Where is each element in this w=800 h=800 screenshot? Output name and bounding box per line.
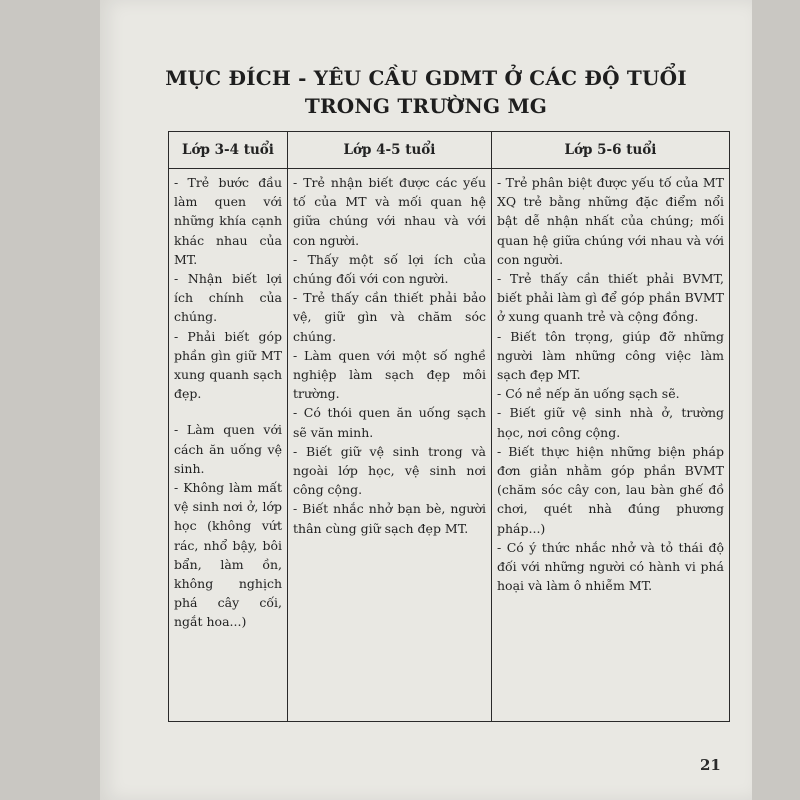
list-item: - Trẻ nhận biết được các yếu tố của MT và mối quan hệ giữa chúng với nhau và với con người.	[293, 175, 486, 248]
title-line-2: TRONG TRƯỜNG MG	[304, 94, 548, 118]
cell-age-5-6	[492, 169, 730, 722]
list-item: - Biết giữ vệ sinh trong và ngoài lớp học, vệ sinh nơi công cộng.	[293, 443, 486, 498]
header-age-4-5: Lớp 4-5 tuổi	[288, 132, 492, 169]
list-item: - Phải biết góp phần gìn giữ MT xung quanh sạch đẹp.	[174, 328, 282, 402]
header-age-5-6: Lớp 5-6 tuổi	[492, 132, 730, 169]
list-item: - Biết tôn trọng, giúp đỡ những người làm những công việc làm sạch đẹp MT.	[497, 328, 724, 383]
header-age-3-4: Lớp 3-4 tuổi	[169, 132, 288, 169]
list-item: - Trẻ thấy cần thiết phải BVMT, biết phải làm gì để góp phần BVMT ở xung quanh trẻ và cộng đồng.	[497, 271, 724, 325]
list-item: - Trẻ thấy cần thiết phải bảo vệ, giữ gìn và chăm sóc chúng.	[293, 290, 486, 344]
age-goals-table	[168, 131, 730, 722]
book-page	[100, 0, 752, 800]
table-row	[169, 169, 730, 722]
list-item: - Không làm mất vệ sinh nơi ở, lớp học (không vứt rác, nhổ bậy, bôi bẩn, làm ồn, không nghịch phá cây cối, ngắt hoa...)	[174, 480, 282, 630]
list-item: - Biết nhắc nhở bạn bè, người thân cùng giữ sạch đẹp MT.	[293, 501, 486, 536]
list-item: - Có ý thức nhắc nhở và tỏ thái độ đối với những người có hành vi phá hoại và làm ô nhiễm MT.	[497, 539, 724, 594]
page-number: 21	[700, 756, 721, 774]
list-item: - Biết thực hiện những biện pháp đơn giản nhằm góp phần BVMT (chăm sóc cây con, lau bàn ghế đồ chơi, quét nhà đúng phương pháp...)	[497, 443, 724, 536]
page-title	[100, 64, 752, 120]
table-header-row	[169, 132, 730, 169]
list-item: - Có thói quen ăn uống sạch sẽ văn minh.	[293, 405, 486, 440]
cell-age-3-4	[169, 169, 288, 722]
list-item: - Làm quen với cách ăn uống vệ sinh.	[174, 422, 282, 476]
title-line-1: MỤC ĐÍCH - YÊU CẦU GDMT Ở CÁC ĐỘ TUỔI	[165, 66, 687, 90]
cell-age-4-5	[288, 169, 492, 722]
list-item: - Biết giữ vệ sinh nhà ở, trường học, nơi công cộng.	[497, 405, 724, 440]
list-item: - Thấy một số lợi ích của chúng đối với con người.	[293, 251, 486, 287]
list-item: - Trẻ bước đầu làm quen với những khía cạnh khác nhau của MT.	[174, 175, 282, 267]
list-item: - Nhận biết lợi ích chính của chúng.	[174, 271, 282, 325]
list-item: - Có nề nếp ăn uống sạch sẽ.	[497, 386, 680, 402]
list-item: - Làm quen với một số nghề nghiệp làm sạch đẹp môi trường.	[293, 347, 486, 402]
list-item: - Trẻ phân biệt được yếu tố của MT XQ trẻ bằng những đặc điểm nổi bật dễ nhận nhất của chúng; mối quan hệ giữa chúng với nhau và với con người.	[497, 175, 724, 267]
